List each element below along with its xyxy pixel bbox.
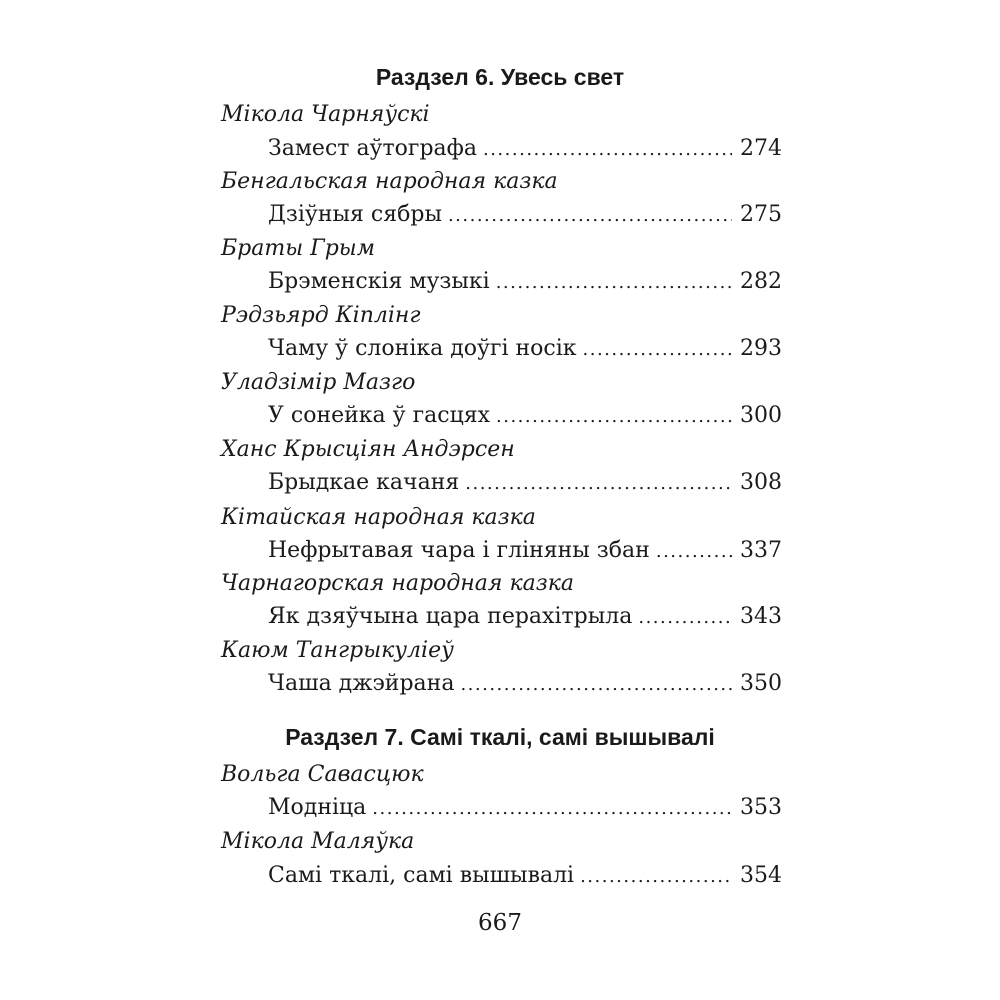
- dot-leader: [496, 402, 732, 432]
- toc-entry[interactable]: [268, 401, 782, 432]
- entry-title: Чаша джэйрана: [268, 671, 455, 696]
- toc-entry[interactable]: [268, 134, 782, 165]
- dot-leader: [580, 862, 732, 892]
- author-tangrykuliev: Каюм Тангрыкуліеў: [221, 638, 454, 663]
- entry-title: Брэменскія музыкі: [268, 269, 490, 294]
- author-bengal: Бенгальская народная казка: [221, 169, 558, 194]
- dot-leader: [656, 537, 732, 567]
- entry-page: 274: [740, 136, 782, 161]
- entry-title: Нефрытавая чара і гліняны збан: [268, 538, 650, 563]
- dot-leader: [448, 201, 732, 231]
- entry-page: 293: [740, 336, 782, 361]
- toc-entry[interactable]: [268, 267, 782, 298]
- entry-page: 300: [740, 403, 782, 428]
- toc-entry[interactable]: [268, 334, 782, 365]
- author-grimm: Браты Грым: [221, 236, 375, 261]
- author-mazgo: Уладзімір Мазго: [221, 370, 416, 395]
- entry-page: 350: [740, 671, 782, 696]
- entry-title: Самі ткалі, самі вышывалі: [268, 863, 575, 888]
- page-number: 667: [478, 910, 522, 936]
- entry-title: Замест аўтографа: [268, 136, 477, 161]
- entry-title: У сонейка ў гасцях: [268, 403, 490, 428]
- entry-page: 337: [740, 538, 782, 563]
- entry-page: 275: [740, 202, 782, 227]
- entry-title: Модніца: [268, 795, 367, 820]
- toc-entry[interactable]: [268, 536, 782, 567]
- author-andersen: Ханс Крысціян Андэрсен: [221, 437, 515, 462]
- dot-leader: [483, 135, 732, 165]
- dot-leader: [465, 469, 732, 499]
- author-savastsiuk: Вольга Савасцюк: [221, 762, 424, 787]
- entry-title: Чаму ў слоніка доўгі носік: [268, 336, 577, 361]
- dot-leader: [583, 335, 732, 365]
- toc-entry[interactable]: [268, 861, 782, 892]
- section-6-title: Раздзел 6. Увесь свет: [375, 64, 625, 90]
- author-maliauka: Мікола Маляўка: [221, 829, 415, 854]
- entry-title: Брыдкае качаня: [268, 470, 460, 495]
- entry-title: Як дзяўчына цара перахітрыла: [268, 604, 633, 629]
- entry-page: 343: [740, 604, 782, 629]
- entry-page: 353: [740, 795, 782, 820]
- author-chinese: Кітайская народная казка: [221, 505, 536, 530]
- toc-entry[interactable]: [268, 669, 782, 700]
- author-montenegrin: Чарнагорская народная казка: [221, 571, 574, 596]
- entry-page: 282: [740, 269, 782, 294]
- entry-page: 354: [740, 863, 782, 888]
- dot-leader: [638, 603, 732, 633]
- dot-leader: [496, 268, 732, 298]
- dot-leader: [372, 794, 732, 824]
- entry-page: 308: [740, 470, 782, 495]
- toc-entry[interactable]: [268, 468, 782, 499]
- toc-entry[interactable]: [268, 793, 782, 824]
- author-chernyauski: Мікола Чарняўскі: [221, 102, 430, 127]
- section-7-title: Раздзел 7. Самі ткалі, самі вышывалі: [285, 724, 715, 750]
- entry-title: Дзіўныя сябры: [268, 202, 442, 227]
- author-kipling: Рэдзьярд Кіплінг: [221, 303, 421, 328]
- toc-entry[interactable]: [268, 200, 782, 231]
- dot-leader: [460, 670, 732, 700]
- toc-entry[interactable]: [268, 602, 782, 633]
